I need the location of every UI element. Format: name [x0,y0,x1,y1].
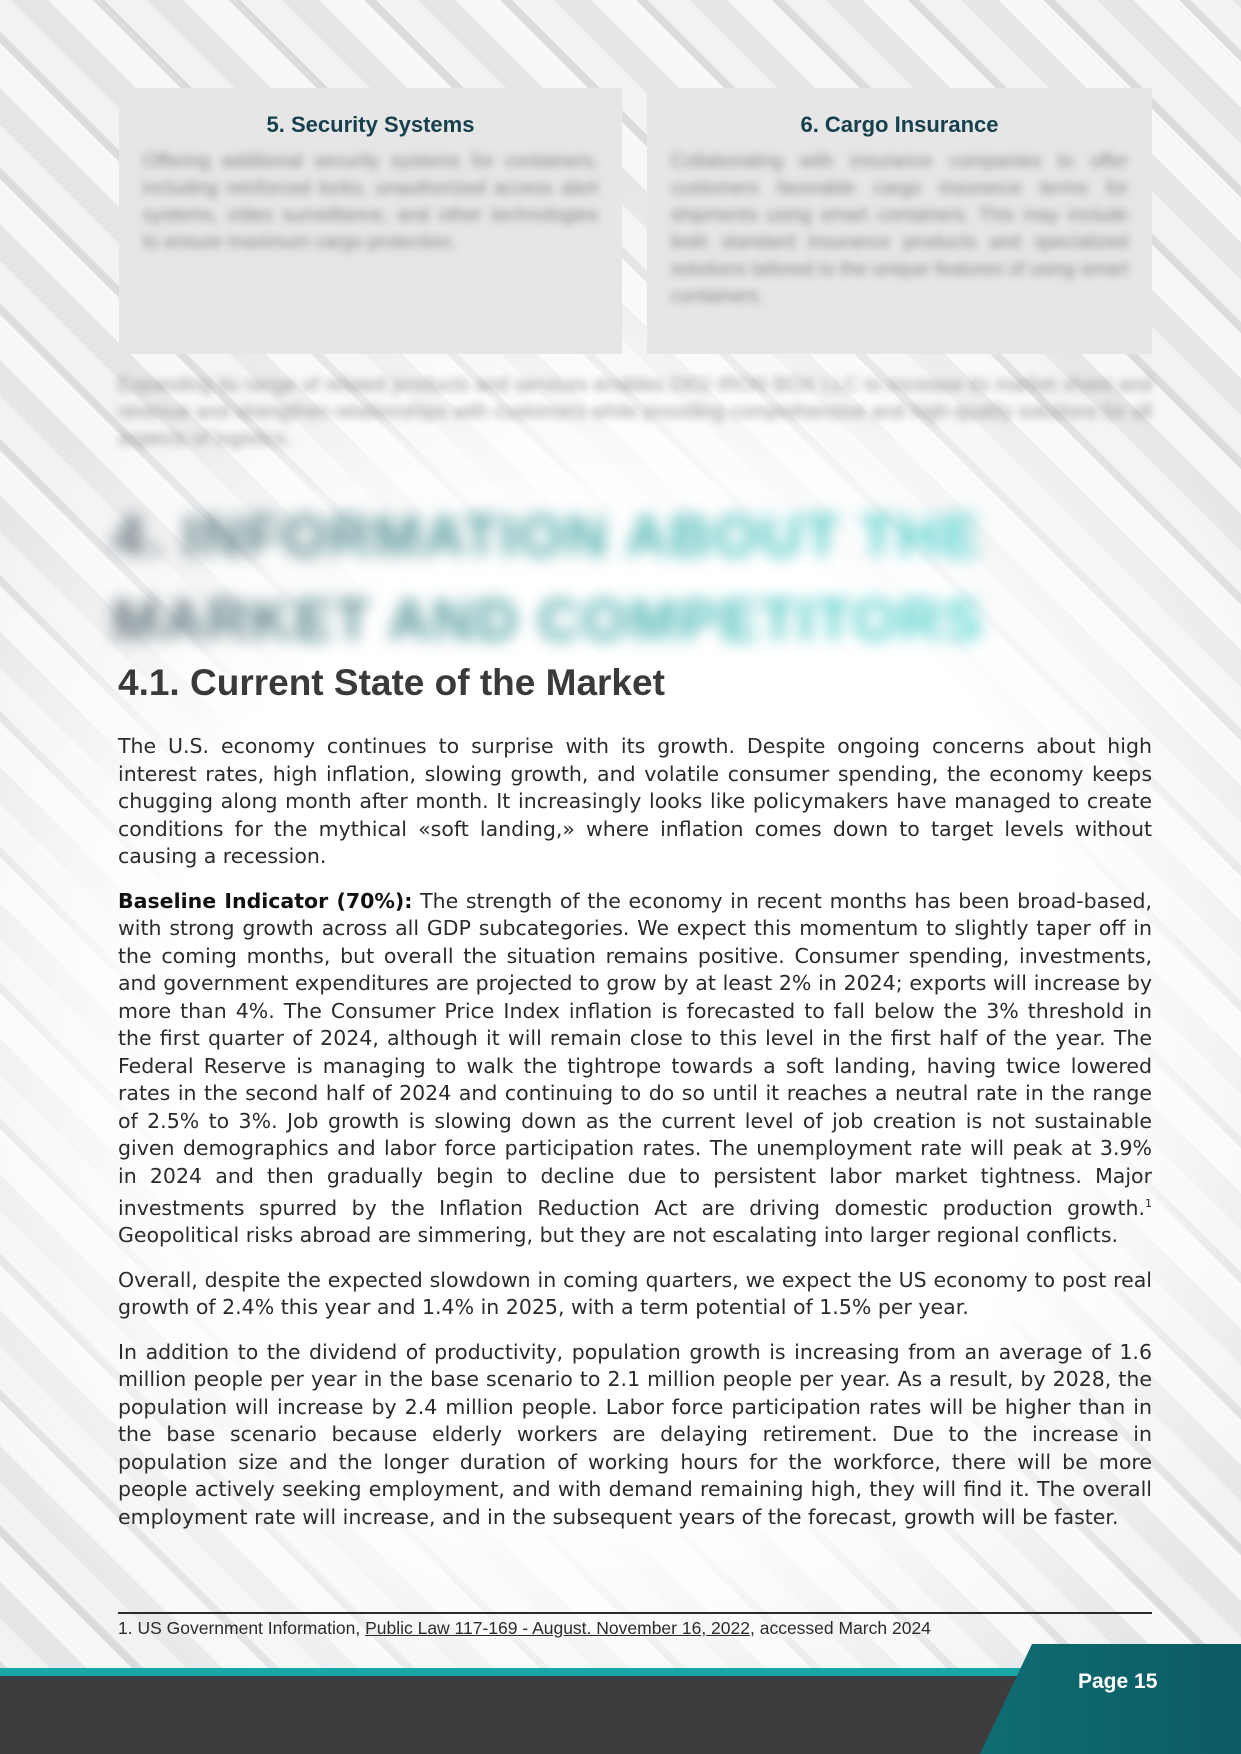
paragraph-overall: Overall, despite the expected slowdown in coming quarters, we expect the US economy to post real growth of 2.4% this year and 1.4% in 2025, with a term potential of 1.5% per year. [118,1267,1152,1320]
footnote-prefix: 1. US Government Information, [118,1618,366,1638]
card-cargo-insurance [647,88,1152,354]
section-title: 4.1. Current State of the Market [118,662,665,703]
body-text [118,733,1152,1548]
footnote-divider [118,1612,1152,1614]
baseline-tail: Geopolitical risks abroad are simmering, but they are not escalating into larger regional conflicts. [118,1223,1119,1248]
footnote-link[interactable]: Public Law 117-169 - August. November 16, 2022 [365,1618,750,1638]
baseline-text: The strength of the economy in recent months has been broad-based, with strong growth across all GDP subcategories. We expect this momentum to slightly taper off in the coming months, but overall the situation remains positive. Consumer spending, investments, and government expenditures are projected to grow by at least 2% in 2024; exports will increase by more than 4%. The Consumer Price Index inflation is forecasted to fall below the 3% threshold in the first quarter of 2024, although it will remain close to this level in the first half of the year. The Federal Reserve is managing to walk the tightrope towards a soft landing, having twice lowered rates in the second half of 2024 and continuing to do so until it reaches a neutral rate in the range of 2.5% to 3%. Job growth is slowing down as the current level of job creation is not sustainable given demographics and labor force participation rates. The unemployment rate will peak at 3.9% in 2024 and then gradually begin to decline due to persistent labor market tightness. Major investments spurred by the Inflation Reduction Act are driving domestic production growth. [118,888,1153,1220]
card-text: Collaborating with insurance companies to offer customers favorable cargo insurance terms for shipments using smart containers. This may include both standard insurance products and specialized solutions tailored to the unique features of using smart containers. [671,151,1128,307]
footnote-reference[interactable]: 1 [1145,1197,1152,1210]
card-title: 5. Security Systems [266,112,475,137]
summary-paragraph: Expanding its range of related products and services enables DIGI IRON BOX LLC to increase its market share and revenue and strengthen relationships with customers while providing comprehensive and high-quality solutions for all aspects of logistics. [118,374,1152,450]
page-number: Page 15 [1078,1670,1158,1693]
card-text: Offering additional security systems for containers, including reinforced locks, unauthorized access alert systems, video surveillance, and other technologies to ensure maximum cargo protection. [143,151,598,253]
chapter-heading: 4. INFORMATION ABOUT THE MARKET AND COMPETITORS [112,495,1032,663]
footnote [118,1618,931,1639]
card-title: 6. Cargo Insurance [800,112,999,137]
paragraph-intro: The U.S. economy continues to surprise with its growth. Despite ongoing concerns about high interest rates, high inflation, slowing growth, and volatile consumer spending, the economy keeps chugging along month after month. It increasingly looks like policymakers have managed to create conditions for the mythical «soft landing,» where inflation comes down to target levels without causing a recession. [118,734,1152,868]
card-security-systems [119,88,622,354]
baseline-label: Baseline Indicator (70%): [118,888,413,913]
footnote-suffix: , accessed March 2024 [749,1618,931,1638]
paragraph-baseline [118,888,1152,1250]
paragraph-population: In addition to the dividend of productivity, population growth is increasing from an average of 1.6 million people per year in the base scenario to 2.1 million people per year. As a result, by 2028, the population will increase by 2.4 million people. Labor force participation rates will be higher than in the base scenario because elderly workers are delaying retirement. Due to the increase in population size and the longer duration of working hours for the workforce, there will be more people actively seeking employment, and with demand remaining high, they will find it. The overall employment rate will increase, and in the subsequent years of the forecast, growth will be faster. [118,1339,1152,1529]
